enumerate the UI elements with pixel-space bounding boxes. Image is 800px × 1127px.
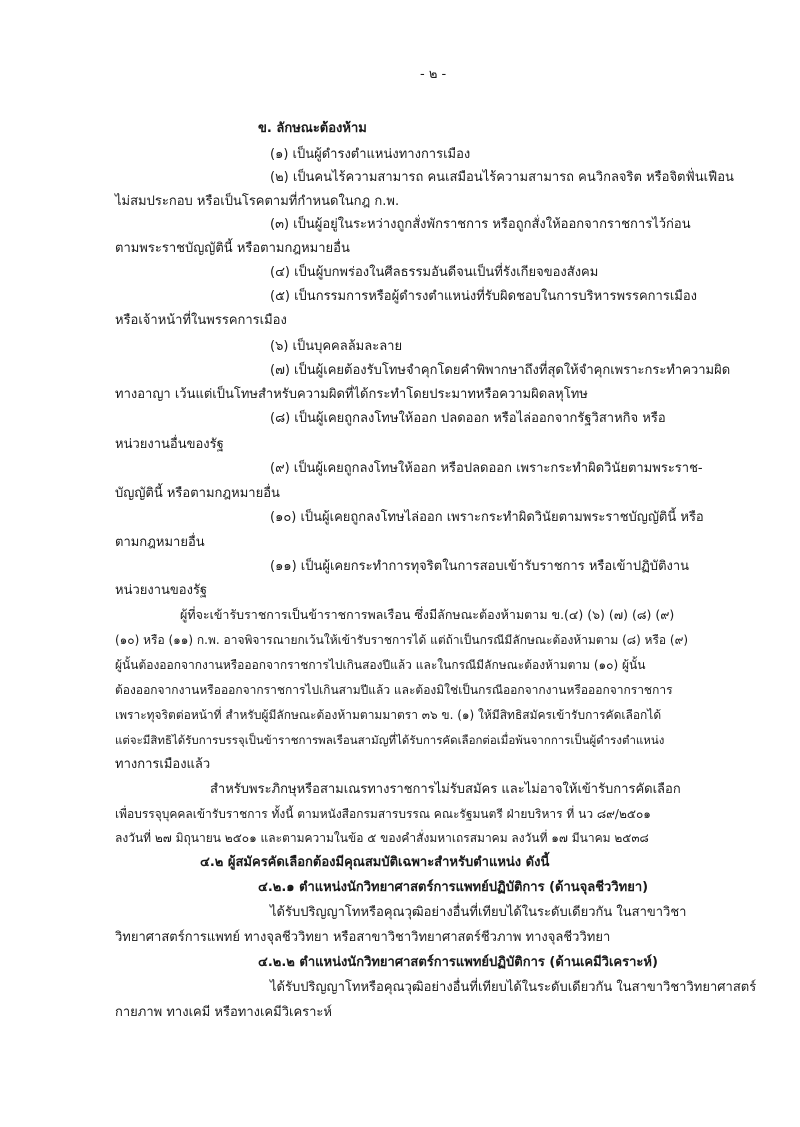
text-line: เพื่อบรรจุบุคคลเข้ารับราชการ ทั้งนี้ ตามหนังสือกรมสารบรรณ คณะรัฐมนตรี ฝ่ายบริหาร ที่ นว ๘๙/๒๕๐๑ [115, 807, 651, 821]
text-line: แต่จะมีสิทธิได้รับการบรรจุเป็นข้าราชการพลเรือนสามัญที่ได้รับการคัดเลือกต่อเมื่อพ้นจากการเป็นผู้ดำรงตำแหน่ง [115, 733, 665, 747]
text-line: ผู้นั้นต้องออกจากงานหรือออกจากราชการไปเกินสองปีแล้ว และในกรณีมีลักษณะต้องห้ามตาม (๑๐) ผู้นั้น [115, 658, 646, 672]
position-heading: ๔.๒.๒ ตำแหน่งนักวิทยาศาสตร์การแพทย์ปฏิบัติการ (ด้านเคมีวิเคราะห์) [258, 955, 658, 970]
text-line: (๒) เป็นคนไร้ความสามารถ คนเสมือนไร้ความสามารถ คนวิกลจริต หรือจิตฟั่นเฟือน [270, 170, 734, 185]
text-line: (๑๑) เป็นผู้เคยกระทำการทุจริตในการสอบเข้ารับราชการ หรือเข้าปฏิบัติงาน [270, 559, 690, 574]
text-line: (๘) เป็นผู้เคยถูกลงโทษให้ออก ปลดออก หรือไล่ออกจากรัฐวิสาหกิจ หรือ [270, 411, 666, 426]
text-line: (๙) เป็นผู้เคยถูกลงโทษให้ออก หรือปลดออก เพราะกระทำผิดวินัยตามพระราช- [270, 461, 703, 476]
text-line: ต้องออกจากงานหรือออกจากราชการไปเกินสามปีแล้ว และต้องมิใช่เป็นกรณีออกจากงานหรือออกจากราชการ [115, 683, 673, 697]
text-line: ทางอาญา เว้นแต่เป็นโทษสำหรับความผิดที่ได้กระทำโดยประมาทหรือความผิดลหุโทษ [115, 387, 588, 402]
text-line: ได้รับปริญญาโทหรือคุณวุฒิอย่างอื่นที่เทียบได้ในระดับเดียวกัน ในสาขาวิชา [270, 905, 687, 920]
text-line: (๑๐) หรือ (๑๑) ก.พ. อาจพิจารณายกเว้นให้เข้ารับราชการได้ แต่ถ้าเป็นกรณีมีลักษณะต้องห้ามตาม (๘) หรือ (๙) [115, 633, 689, 647]
text-line: หรือเจ้าหน้าที่ในพรรคการเมือง [115, 313, 287, 328]
text-line: หน่วยงานของรัฐ [115, 583, 208, 598]
section-heading-prohibitions: ข. ลักษณะต้องห้าม [258, 121, 367, 136]
text-line: กายภาพ ทางเคมี หรือทางเคมีวิเคราะห์ [115, 1005, 332, 1020]
position-heading: ๔.๒.๑ ตำแหน่งนักวิทยาศาสตร์การแพทย์ปฏิบัติการ (ด้านจุลชีววิทยา) [258, 880, 649, 895]
text-line: ได้รับปริญญาโทหรือคุณวุฒิอย่างอื่นที่เทียบได้ในระดับเดียวกัน ในสาขาวิชาวิทยาศาสตร์ [270, 980, 757, 995]
text-line: ผู้ที่จะเข้ารับราชการเป็นข้าราชการพลเรือน ซึ่งมีลักษณะต้องห้ามตาม ข.(๔) (๖) (๗) (๘) (๙) [180, 607, 675, 622]
text-line: บัญญัตินี้ หรือตามกฎหมายอื่น [115, 486, 280, 501]
text-line: (๖) เป็นบุคคลล้มละลาย [270, 339, 403, 354]
text-line: (๓) เป็นผู้อยู่ในระหว่างถูกสั่งพักราชการ หรือถูกสั่งให้ออกจากราชการไว้ก่อน [270, 217, 691, 232]
page-number: - ๒ - [420, 67, 447, 82]
text-line: ไม่สมประกอบ หรือเป็นโรคตามที่กำหนดในกฎ ก.พ. [115, 194, 400, 209]
text-line: หน่วยงานอื่นของรัฐ [115, 437, 224, 452]
text-line: (๑) เป็นผู้ดำรงตำแหน่งทางการเมือง [270, 147, 471, 162]
text-line: ตามกฎหมายอื่น [115, 535, 205, 550]
text-line: สำหรับพระภิกษุหรือสามเณรทางราชการไม่รับสมัคร และไม่อาจให้เข้ารับการคัดเลือก [210, 782, 681, 797]
text-line: (๗) เป็นผู้เคยต้องรับโทษจำคุกโดยคำพิพากษาถึงที่สุดให้จำคุกเพราะกระทำความผิด [270, 363, 731, 378]
text-line: เพราะทุจริตต่อหน้าที่ สำหรับผู้มีลักษณะต้องห้ามตามมาตรา ๓๖ ข. (๑) ให้มีสิทธิสมัครเข้ารับการคัดเลือกได้ [115, 708, 662, 722]
text-line: วิทยาศาสตร์การแพทย์ ทางจุลชีววิทยา หรือสาขาวิชาวิทยาศาสตร์ชีวภาพ ทางจุลชีววิทยา [115, 930, 611, 945]
subsection-heading: ๔.๒ ผู้สมัครคัดเลือกต้องมีคุณสมบัติเฉพาะสำหรับตำแหน่ง ดังนี้ [200, 855, 550, 870]
text-line: (๔) เป็นผู้บกพร่องในศีลธรรมอันดีจนเป็นที่รังเกียจของสังคม [270, 265, 599, 280]
text-line: (๕) เป็นกรรมการหรือผู้ดำรงตำแหน่งที่รับผิดชอบในการบริหารพรรคการเมือง [270, 289, 698, 304]
text-line: ลงวันที่ ๒๗ มิถุนายน ๒๕๐๑ และตามความในข้อ ๕ ของคำสั่งมหาเถรสมาคม ลงวันที่ ๑๗ มีนาคม ๒๕๓๘ [115, 831, 649, 845]
text-line: ตามพระราชบัญญัตินี้ หรือตามกฎหมายอื่น [115, 241, 350, 256]
text-line: ทางการเมืองแล้ว [115, 757, 211, 772]
text-line: (๑๐) เป็นผู้เคยถูกลงโทษไล่ออก เพราะกระทำผิดวินัยตามพระราชบัญญัตินี้ หรือ [270, 510, 704, 525]
